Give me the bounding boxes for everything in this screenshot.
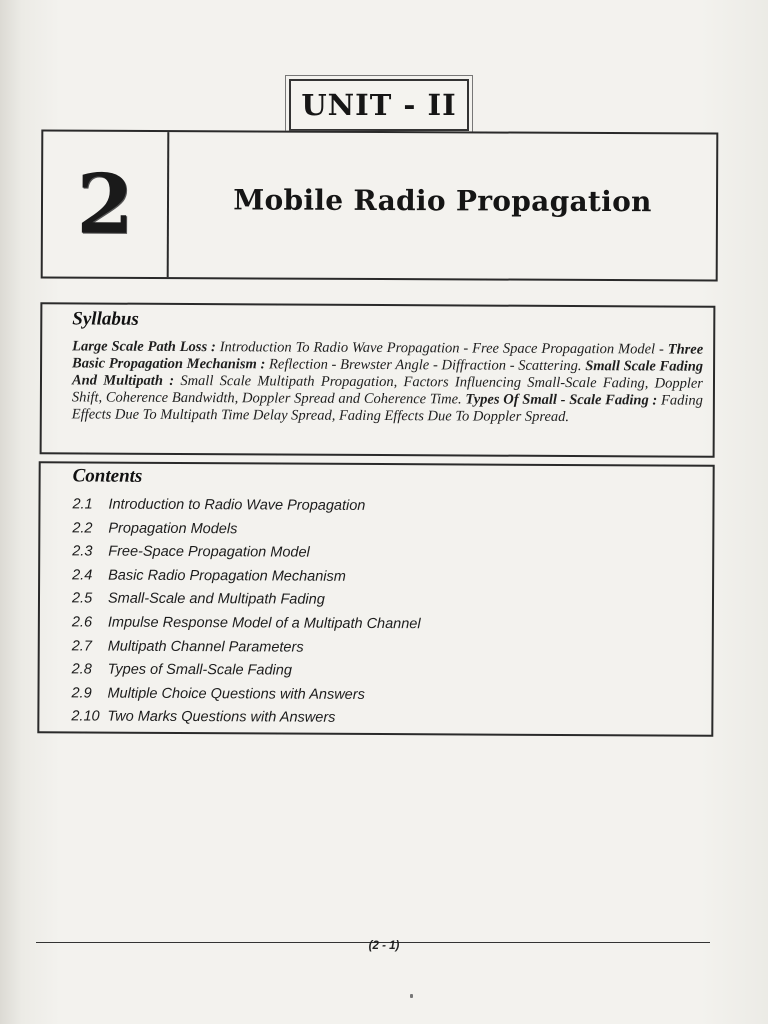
contents-item-number: 2.1 — [72, 496, 93, 513]
chapter-title: Mobile Radio Propagation — [233, 183, 652, 219]
syllabus-topic-small-scale-fading: Small Scale Fading And Multipath : — [71, 358, 704, 389]
contents-item-title: Types of Small-Scale Fading — [107, 661, 292, 679]
page-number: (2 - 1) — [368, 940, 400, 952]
syllabus-detail-types-of-fading: Fading Effects Due To Multipath Time Delay Spread, Fading Effects Due To Doppler Spread. — [71, 392, 703, 426]
contents-item-title: Small-Scale and Multipath Fading — [107, 590, 325, 609]
contents-item-title: Free-Space Propagation Model — [108, 543, 310, 561]
contents-item-title: Multiple Choice Questions with Answers — [107, 685, 365, 703]
contents-item-number: 2.6 — [71, 614, 93, 631]
contents-item-number: 2.10 — [71, 708, 100, 725]
chapter-number: 2 — [76, 156, 134, 253]
contents-item — [72, 564, 702, 591]
chapter-header — [41, 130, 719, 282]
contents-item-title: Introduction to Radio Wave Propagation — [108, 496, 366, 514]
contents-item-number: 2.8 — [71, 661, 92, 678]
syllabus-box — [40, 302, 716, 458]
contents-item-number: 2.4 — [72, 567, 93, 584]
syllabus-detail-small-scale-fading: Small Scale Multipath Propagation, Factors Influencing Small-Scale Fading, Doppler Shift, Coherence Bandwidth, Doppler Spread and Coherence Time. — [71, 372, 704, 408]
syllabus-detail-large-scale: Introduction To Radio Wave Propagation - Free Space Propagation Model - — [215, 339, 668, 358]
syllabus-topic-large-scale: Large Scale Path Loss : — [72, 338, 216, 356]
contents-box — [37, 461, 714, 737]
contents-item-title: Two Marks Questions with Answers — [107, 708, 336, 727]
contents-item — [71, 682, 701, 709]
unit-label-box — [289, 79, 469, 131]
contents-item-title: Multipath Channel Parameters — [107, 638, 304, 656]
syllabus-topic-types-of-fading: Types Of Small - Scale Fading : — [465, 391, 658, 409]
contents-item — [72, 541, 702, 568]
paper-speck — [410, 994, 413, 998]
contents-item — [72, 493, 702, 520]
contents-item-number: 2.2 — [72, 520, 93, 537]
contents-item — [71, 706, 701, 733]
contents-list — [71, 493, 702, 732]
contents-item-number: 2.7 — [71, 637, 92, 655]
contents-item-title: Propagation Models — [108, 520, 238, 537]
syllabus-detail-propagation-mechanism: Reflection - Brewster Angle - Diffraction - Scattering. — [265, 356, 586, 375]
contents-item-number: 2.9 — [71, 685, 92, 702]
contents-item-title: Impulse Response Model of a Multipath Channel — [107, 614, 421, 633]
contents-item-title: Basic Radio Propagation Mechanism — [108, 567, 346, 585]
unit-label: UNIT - II — [301, 88, 457, 122]
syllabus-heading: Syllabus — [72, 308, 139, 330]
contents-item-number: 2.5 — [71, 590, 93, 607]
syllabus-text — [72, 338, 703, 426]
contents-item — [72, 611, 702, 638]
chapter-number-cell — [43, 132, 170, 278]
contents-item — [72, 517, 702, 544]
syllabus-topic-propagation-mechanism: Three Basic Propagation Mechanism : — [72, 341, 704, 373]
chapter-title-cell — [169, 132, 717, 279]
contents-item — [72, 588, 702, 615]
contents-heading: Contents — [72, 465, 143, 487]
contents-item — [72, 659, 702, 686]
contents-item-number: 2.3 — [72, 543, 93, 560]
contents-item — [72, 635, 702, 662]
